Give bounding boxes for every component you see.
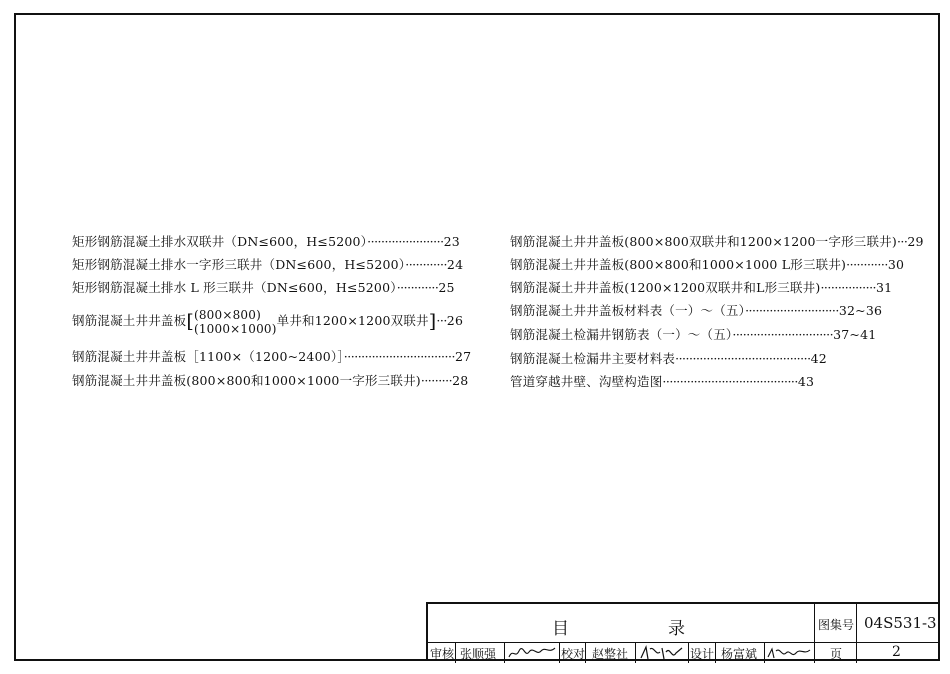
reviewer-name: 张顺强: [460, 647, 497, 661]
toc-leader-dots: ·····························: [732, 327, 834, 342]
divider: [814, 642, 815, 663]
toc-entry-text: 钢筋混凝土检漏井钢筋表（一）～（五）: [510, 327, 733, 342]
checker-signature-icon: [638, 644, 686, 662]
divider: [585, 642, 586, 663]
toc-entry-text: 钢筋混凝土井井盖板材料表（一）～（五）: [510, 303, 746, 318]
page-label: 页: [830, 647, 843, 661]
toc-entry-text: 矩形钢筋混凝土排水双联井（DN≤600，H≤5200）: [72, 234, 368, 249]
toc-leader-dots: ···: [896, 234, 908, 249]
dimension-stack: [194, 308, 277, 336]
divider: [764, 642, 765, 663]
toc-leader-dots: ············: [846, 257, 888, 272]
toc-entry[interactable]: [72, 280, 455, 296]
toc-entry-text: 钢筋混凝土检漏井主要材料表: [510, 351, 676, 366]
toc-leader-dots: ·········: [420, 373, 453, 388]
left-bracket: [: [186, 310, 194, 333]
toc-page-number: 28: [452, 373, 469, 388]
divider: [856, 642, 857, 663]
toc-entry[interactable]: [510, 327, 876, 343]
toc-page-number: 43: [797, 374, 815, 389]
toc-entry-text: 钢筋混凝土井井盖板［1100×（1200~2400）］: [72, 349, 344, 364]
toc-entry[interactable]: [72, 307, 463, 336]
check-label: 校对: [561, 647, 586, 661]
atlas-number: 04S531-3: [864, 614, 937, 632]
atlas-number-label: 图集号: [818, 618, 855, 632]
toc-entry[interactable]: [510, 280, 892, 296]
reviewer-signature-icon: [507, 645, 557, 661]
design-label: 设计: [690, 647, 715, 661]
toc-entry-text: 钢筋混凝土井井盖板: [72, 313, 187, 328]
toc-page-number: 30: [887, 257, 905, 272]
toc-entry-text: 矩形钢筋混凝土排水一字形三联井（DN≤600，H≤5200）: [72, 257, 406, 272]
toc-entry[interactable]: [72, 234, 460, 250]
toc-leader-dots: ································: [343, 349, 455, 364]
toc-entry[interactable]: [72, 349, 471, 365]
divider: [715, 642, 716, 663]
right-bracket: ]: [428, 310, 437, 333]
toc-leader-dots: ···: [436, 313, 447, 328]
title-char: 目: [552, 619, 569, 639]
toc-page-number: 31: [876, 280, 893, 295]
divider: [559, 642, 560, 663]
toc-entry[interactable]: [510, 257, 904, 273]
toc-page-number: 26: [446, 313, 464, 328]
toc-entry-suffix: 单井和1200×1200双联井: [276, 313, 429, 328]
toc-entry[interactable]: [510, 234, 924, 250]
toc-page-number: 42: [810, 351, 827, 366]
title-cell: [428, 604, 815, 642]
toc-page-number: 37~41: [833, 327, 877, 342]
toc-page-number: 25: [438, 280, 455, 295]
toc-entry[interactable]: [510, 351, 827, 367]
toc-entry-text: 管道穿越井壁、沟壁构造图: [510, 374, 663, 389]
divider: [635, 642, 636, 663]
toc-page-number: 32~36: [838, 303, 883, 318]
toc-leader-dots: ······················: [367, 234, 444, 249]
toc-entry-text: 矩形钢筋混凝土排水 L 形三联井（DN≤600，H≤5200）: [72, 280, 397, 295]
toc-leader-dots: ···························: [745, 303, 839, 318]
toc-page-number: 29: [907, 234, 924, 249]
toc-page-number: 24: [446, 257, 464, 272]
designer-name: 杨富斌: [721, 647, 758, 661]
toc-entry-text: 钢筋混凝土井井盖板(800×800和1000×1000一字形三联井): [72, 373, 421, 388]
toc-leader-dots: ·······································: [662, 374, 798, 389]
divider: [688, 642, 689, 663]
toc-entry-text: 钢筋混凝土井井盖板(1200×1200双联井和L形三联井): [510, 280, 821, 295]
divider: [504, 642, 505, 663]
review-label: 审核: [430, 647, 455, 661]
title-block: [426, 602, 940, 661]
divider: [856, 604, 857, 642]
toc-page-number: 23: [443, 234, 460, 249]
toc-leader-dots: ·······································: [675, 351, 811, 366]
designer-signature-icon: [766, 645, 812, 661]
toc-entry[interactable]: [510, 374, 814, 390]
toc-entry[interactable]: [510, 303, 882, 319]
toc-leader-dots: ················: [820, 280, 877, 295]
checker-name: 赵整社: [592, 647, 629, 661]
toc-entry-text: 钢筋混凝土井井盖板(800×800双联井和1200×1200一字形三联井): [510, 234, 897, 249]
dimension-top: (800×800): [193, 307, 261, 322]
toc-entry-text: 钢筋混凝土井井盖板(800×800和1000×1000 L形三联井): [510, 257, 847, 272]
toc-page-number: 27: [454, 349, 472, 364]
toc-entry[interactable]: [72, 373, 468, 389]
divider: [455, 642, 456, 663]
toc-leader-dots: ············: [405, 257, 447, 272]
title-char: 录: [668, 619, 685, 639]
toc-leader-dots: ············: [396, 280, 439, 295]
toc-entry[interactable]: [72, 257, 463, 273]
title-block-top-row: [428, 604, 940, 643]
page-number: 2: [892, 644, 901, 660]
dimension-bottom: (1000×1000): [193, 321, 277, 336]
